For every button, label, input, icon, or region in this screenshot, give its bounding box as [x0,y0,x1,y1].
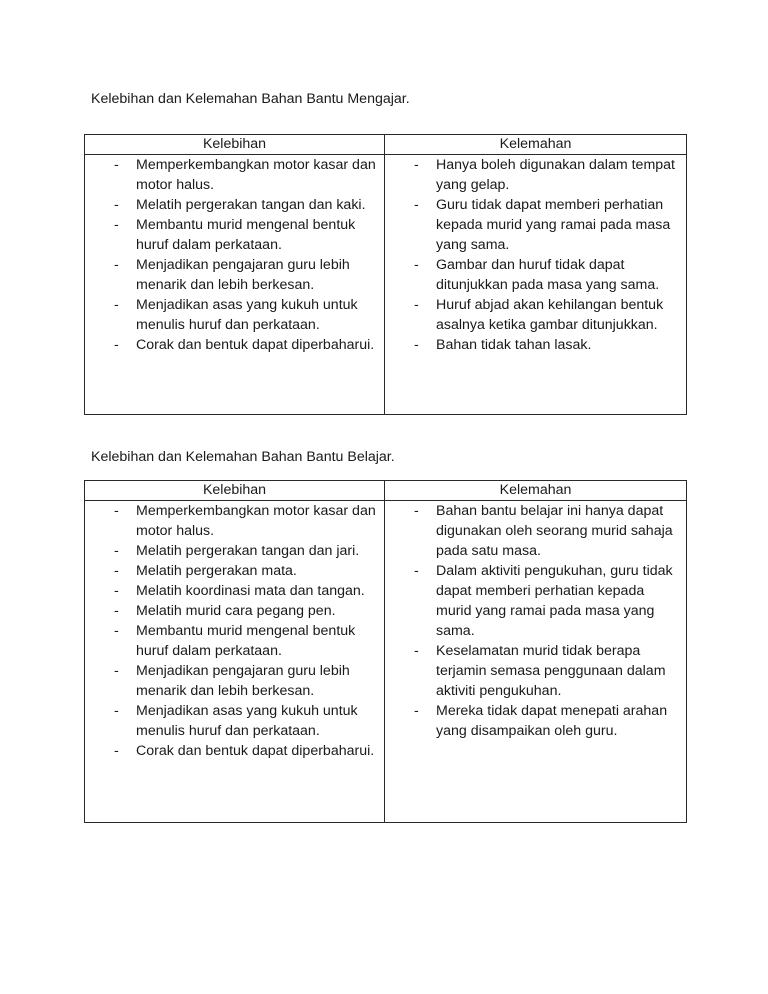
list-item: - Corak dan bentuk dapat diperbaharui. [85,741,384,761]
table-bahan-bantu-belajar [84,480,687,823]
list-item: - Memperkembangkan motor kasar dan motor halus. [85,155,384,195]
cell-kelemahan [385,501,687,823]
kelemahan-list [385,501,686,741]
list-item: - Melatih pergerakan tangan dan jari. [85,541,384,561]
list-item: - Corak dan bentuk dapat diperbaharui. [85,335,384,355]
kelebihan-list [85,501,384,761]
kelebihan-list [85,155,384,355]
list-item: - Melatih pergerakan mata. [85,561,384,581]
list-item: - Bahan tidak tahan lasak. [385,335,686,355]
list-item: - Dalam aktiviti pengukuhan, guru tidak dapat memberi perhatian kepada murid yang ramai pada masa yang sama. [385,561,686,641]
list-item: - Huruf abjad akan kehilangan bentuk asalnya ketika gambar ditunjukkan. [385,295,686,335]
cell-kelebihan [85,501,385,823]
list-item: - Keselamatan murid tidak berapa terjamin semasa penggunaan dalam aktiviti pengukuhan. [385,641,686,701]
list-item: - Menjadikan asas yang kukuh untuk menulis huruf dan perkataan. [85,701,384,741]
column-header-kelemahan: Kelemahan [385,135,687,155]
list-item: - Memperkembangkan motor kasar dan motor halus. [85,501,384,541]
list-item: - Gambar dan huruf tidak dapat ditunjukkan pada masa yang sama. [385,255,686,295]
kelemahan-list [385,155,686,355]
list-item: - Bahan bantu belajar ini hanya dapat digunakan oleh seorang murid sahaja pada satu masa. [385,501,686,561]
list-item: - Melatih koordinasi mata dan tangan. [85,581,384,601]
list-item: - Menjadikan asas yang kukuh untuk menulis huruf dan perkataan. [85,295,384,335]
list-item: - Melatih murid cara pegang pen. [85,601,384,621]
list-item: - Mereka tidak dapat menepati arahan yang disampaikan oleh guru. [385,701,686,741]
list-item: - Guru tidak dapat memberi perhatian kepada murid yang ramai pada masa yang sama. [385,195,686,255]
table-bahan-bantu-mengajar [84,134,687,415]
list-item: - Membantu murid mengenal bentuk huruf dalam perkataan. [85,215,384,255]
column-header-kelebihan: Kelebihan [85,135,385,155]
section-title-bahan-bantu-belajar: Kelebihan dan Kelemahan Bahan Bantu Belajar. [91,449,395,465]
column-header-kelebihan: Kelebihan [85,481,385,501]
list-item: - Melatih pergerakan tangan dan kaki. [85,195,384,215]
section-title-bahan-bantu-mengajar: Kelebihan dan Kelemahan Bahan Bantu Mengajar. [91,91,410,107]
list-item: - Membantu murid mengenal bentuk huruf dalam perkataan. [85,621,384,661]
list-item: - Hanya boleh digunakan dalam tempat yang gelap. [385,155,686,195]
list-item: - Menjadikan pengajaran guru lebih menarik dan lebih berkesan. [85,661,384,701]
cell-kelemahan [385,155,687,415]
cell-kelebihan [85,155,385,415]
column-header-kelemahan: Kelemahan [385,481,687,501]
list-item: - Menjadikan pengajaran guru lebih menarik dan lebih berkesan. [85,255,384,295]
